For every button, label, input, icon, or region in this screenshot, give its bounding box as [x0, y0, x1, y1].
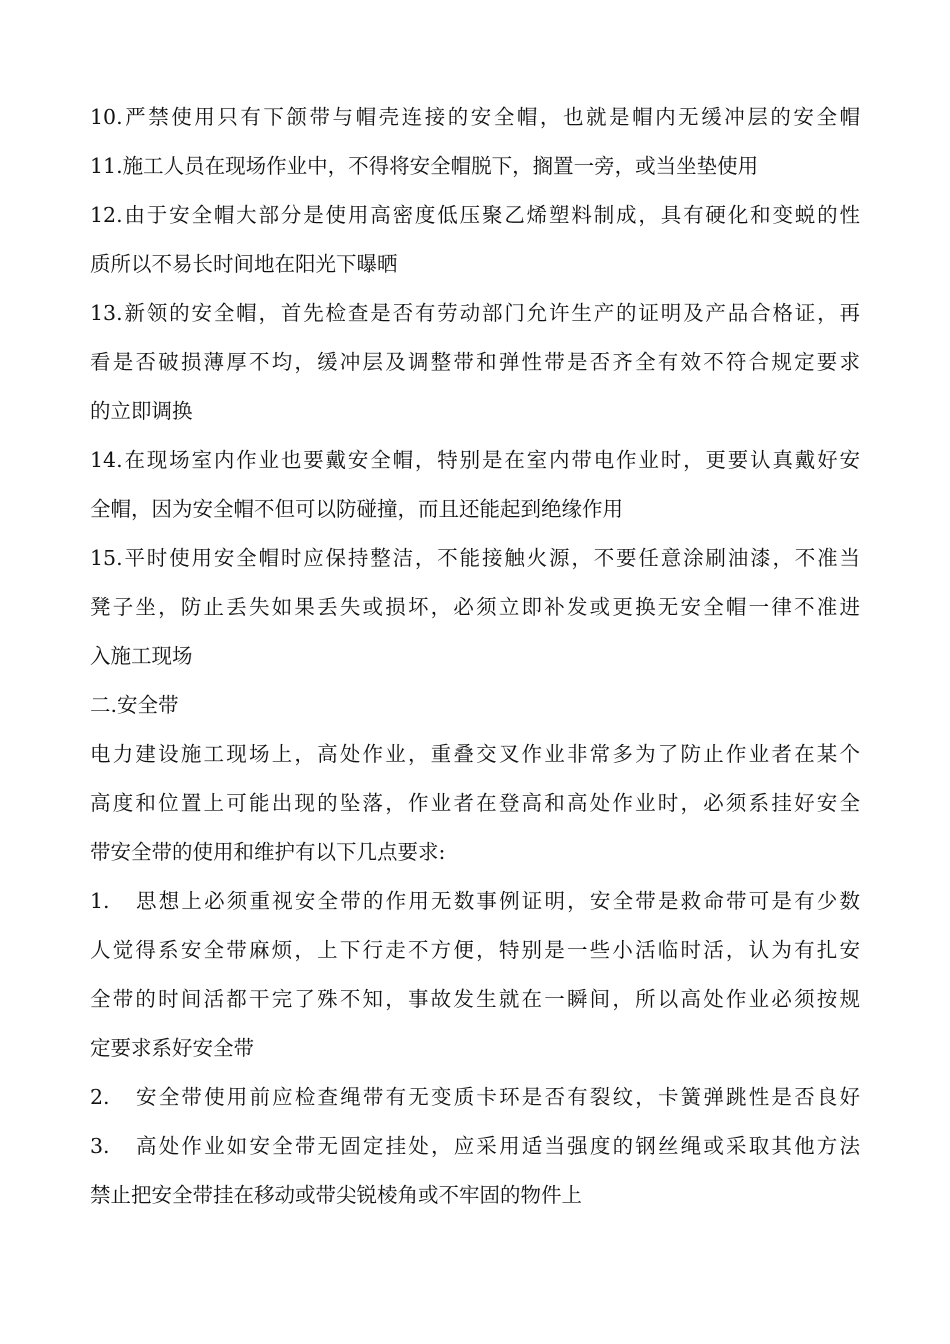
list-item-text: 安全带使用前应检查绳带有无变质卡环是否有裂纹，卡簧弹跳性是否良好	[136, 1085, 860, 1109]
text-line: 带安全带的使用和维护有以下几点要求:	[90, 840, 446, 864]
text-line: 电力建设施工现场上，高处作业，重叠交叉作业非常多为了防止作业者在某个	[90, 742, 860, 766]
list-item-text: 高处作业如安全带无固定挂处，应采用适当强度的钢丝绳或采取其他方法	[136, 1134, 860, 1158]
text-line: 禁止把安全带挂在移动或带尖锐棱角或不牢固的物件上	[90, 1183, 582, 1207]
list-item-number: 3.	[90, 1134, 110, 1158]
text-line: 13.新领的安全帽，首先检查是否有劳动部门允许生产的证明及产品合格证，再	[90, 301, 860, 325]
text-line: 全帽，因为安全帽不但可以防碰撞，而且还能起到绝缘作用	[90, 497, 623, 521]
list-item	[90, 1122, 860, 1171]
text-line: 凳子坐，防止丢失如果丢失或损坏，必须立即补发或更换无安全帽一律不准进	[90, 595, 860, 619]
text-line: 12.由于安全帽大部分是使用高密度低压聚乙烯塑料制成，具有硬化和变蜕的性	[90, 203, 860, 227]
section-heading: 二.安全带	[90, 693, 179, 717]
text-line: 14.在现场室内作业也要戴安全帽，特别是在室内带电作业时，更要认真戴好安	[90, 448, 860, 472]
list-item-text: 思想上必须重视安全带的作用无数事例证明，安全带是救命带可是有少数	[136, 889, 860, 913]
list-item	[90, 877, 860, 926]
document-body	[90, 93, 860, 1220]
list-item-number: 2.	[90, 1085, 110, 1109]
text-line: 入施工现场	[90, 644, 193, 668]
text-line: 高度和位置上可能出现的坠落，作业者在登高和高处作业时，必须系挂好安全	[90, 791, 860, 815]
text-line: 看是否破损薄厚不均，缓冲层及调整带和弹性带是否齐全有效不符合规定要求	[90, 350, 860, 374]
text-line: 全带的时间活都干完了殊不知，事故发生就在一瞬间，所以高处作业必须按规	[90, 987, 860, 1011]
text-line: 质所以不易长时间地在阳光下曝晒	[90, 252, 398, 276]
text-line: 10.严禁使用只有下颌带与帽壳连接的安全帽，也就是帽内无缓冲层的安全帽	[90, 105, 860, 129]
list-item	[90, 1073, 860, 1122]
text-line: 定要求系好安全带	[90, 1036, 254, 1060]
list-item-number: 1.	[90, 889, 110, 913]
text-line: 的立即调换	[90, 399, 193, 423]
text-line: 11.施工人员在现场作业中，不得将安全帽脱下，搁置一旁，或当坐垫使用	[90, 154, 759, 178]
text-line: 15.平时使用安全帽时应保持整洁，不能接触火源，不要任意涂刷油漆，不准当	[90, 546, 860, 570]
text-line: 人觉得系安全带麻烦，上下行走不方便，特别是一些小活临时活，认为有扎安	[90, 938, 860, 962]
